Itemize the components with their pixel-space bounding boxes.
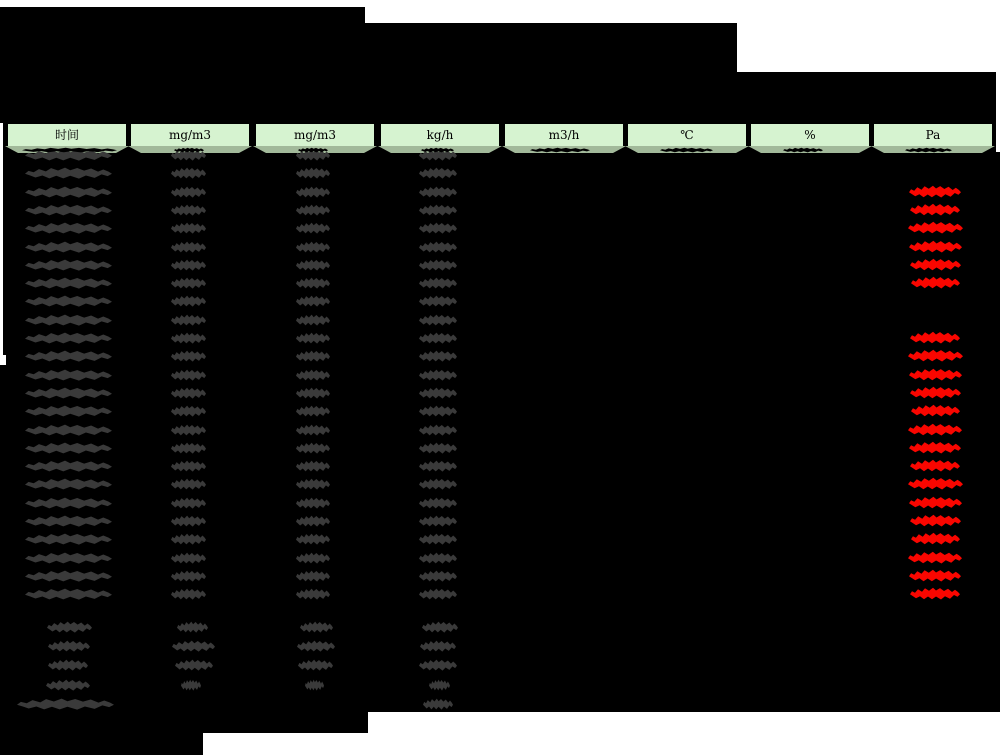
redacted-cell-value — [419, 514, 457, 528]
redacted-cell-value — [419, 569, 457, 583]
unit-header-cell[interactable] — [505, 124, 623, 146]
redacted-cell-value — [419, 404, 457, 418]
redacted-pa-value — [909, 495, 962, 510]
redacted-cell-value — [25, 349, 112, 363]
unit-header-cell[interactable] — [131, 124, 249, 146]
redacted-cell-value — [419, 258, 457, 272]
unredacted-white-area — [203, 733, 368, 755]
unredacted-white-area — [0, 123, 3, 365]
redacted-cell-value — [419, 203, 457, 217]
redacted-summary-value — [172, 639, 215, 653]
redacted-cell-value — [25, 404, 112, 418]
redacted-cell-value — [25, 276, 112, 290]
redacted-summary-value — [181, 678, 201, 692]
redacted-cell-value — [171, 569, 206, 583]
redacted-cell-value — [25, 221, 112, 235]
redacted-pa-value — [910, 586, 960, 601]
redacted-cell-value — [171, 423, 206, 437]
redacted-cell-value — [25, 185, 112, 199]
redacted-pa-value — [908, 476, 963, 491]
redacted-cell-value — [419, 240, 457, 254]
redacted-cell-value — [171, 166, 206, 180]
unit-header-cell[interactable] — [628, 124, 746, 146]
redacted-cell-value — [296, 551, 330, 565]
redacted-cell-value — [419, 349, 457, 363]
redacted-cell-value — [296, 185, 330, 199]
redacted-cell-value — [296, 569, 330, 583]
redacted-cell-value — [419, 477, 457, 491]
redacted-cell-value — [296, 587, 330, 601]
redacted-summary-value — [47, 620, 92, 634]
redacted-cell-value — [296, 386, 330, 400]
redacted-summary-value — [48, 658, 88, 672]
redacted-cell-value — [419, 532, 457, 546]
redacted-summary-value — [175, 658, 213, 672]
redacted-summary-value — [297, 639, 335, 653]
redacted-summary-value — [429, 678, 450, 692]
redacted-pa-value — [911, 275, 960, 290]
redacted-cell-value — [419, 313, 457, 327]
redacted-summary-value — [300, 620, 333, 634]
redacted-cell-value — [419, 331, 457, 345]
unit-label: mg/m3 — [293, 128, 337, 142]
unredacted-white-area — [0, 0, 1000, 7]
redacted-summary-value — [419, 658, 457, 672]
redacted-cell-value — [25, 459, 112, 473]
redacted-cell-value — [296, 514, 330, 528]
redacted-cell-value — [171, 477, 206, 491]
redacted-summary-value — [305, 678, 324, 692]
redacted-cell-value — [25, 514, 112, 528]
redacted-cell-value — [171, 441, 206, 455]
redacted-cell-value — [296, 441, 330, 455]
redacted-cell-value — [296, 294, 330, 308]
redacted-cell-value — [25, 532, 112, 546]
redacted-pa-value — [911, 531, 960, 546]
unit-label: % — [804, 128, 816, 142]
redacted-cell-value — [419, 441, 457, 455]
redacted-cell-value — [419, 386, 457, 400]
redacted-pa-value — [908, 550, 962, 565]
unit-label: mg/m3 — [168, 128, 212, 142]
redacted-cell-value — [25, 569, 112, 583]
redacted-cell-value — [171, 258, 206, 272]
redacted-pa-value — [908, 220, 963, 235]
redacted-cell-value — [296, 203, 330, 217]
redacted-pa-value — [910, 385, 961, 400]
redacted-cell-value — [419, 496, 457, 510]
redacted-cell-value — [171, 368, 206, 382]
redacted-cell-value — [171, 331, 206, 345]
redacted-cell-value — [25, 441, 112, 455]
redacted-summary-value — [46, 678, 90, 692]
unit-label: 时间 — [54, 128, 79, 142]
unit-label: m3/h — [548, 128, 580, 142]
redacted-cell-value — [296, 404, 330, 418]
redacted-cell-value — [419, 587, 457, 601]
redacted-cell-value — [25, 496, 112, 510]
redacted-pa-value — [909, 440, 961, 455]
redacted-cell-value — [25, 477, 112, 491]
redacted-pa-value — [910, 458, 960, 473]
redacted-cell-value — [171, 404, 206, 418]
redacted-cell-value — [419, 276, 457, 290]
redacted-cell-value — [171, 496, 206, 510]
redacted-cell-value — [171, 203, 206, 217]
redacted-pa-value — [909, 568, 961, 583]
redacted-cell-value — [25, 368, 112, 382]
redacted-pa-value — [911, 403, 960, 418]
redacted-summary-value — [422, 620, 458, 634]
redacted-cell-value — [296, 532, 330, 546]
redacted-cell-value — [296, 331, 330, 345]
redacted-cell-value — [171, 185, 206, 199]
redacted-cell-value — [171, 240, 206, 254]
redacted-pa-value — [908, 348, 963, 363]
redacted-cell-value — [296, 166, 330, 180]
redacted-cell-value — [25, 294, 112, 308]
redacted-cell-value — [296, 477, 330, 491]
redacted-cell-value — [296, 423, 330, 437]
redacted-cell-value — [296, 496, 330, 510]
unredacted-white-area — [0, 355, 6, 365]
redacted-cell-value — [171, 587, 206, 601]
unit-header-cell[interactable] — [874, 124, 992, 146]
redacted-cell-value — [171, 313, 206, 327]
unit-header-cell[interactable] — [381, 124, 499, 146]
redacted-cell-value — [171, 221, 206, 235]
redacted-cell-value — [25, 423, 112, 437]
redacted-summary-value — [177, 620, 208, 634]
redacted-cell-value — [296, 276, 330, 290]
unit-header-cell[interactable] — [256, 124, 374, 146]
redacted-cell-value — [171, 386, 206, 400]
redacted-cell-value — [25, 551, 112, 565]
redacted-pa-value — [908, 422, 962, 437]
redacted-cell-value — [25, 240, 112, 254]
unredacted-white-area — [996, 0, 1000, 152]
redacted-cell-value — [25, 386, 112, 400]
redacted-cell-value — [419, 459, 457, 473]
redacted-cell-value — [419, 185, 457, 199]
redacted-cell-value — [419, 368, 457, 382]
unredacted-white-area — [737, 23, 996, 72]
redacted-cell-value — [296, 349, 330, 363]
unredacted-white-area — [368, 712, 1000, 755]
redacted-cell-value — [419, 551, 457, 565]
redacted-pa-value — [909, 184, 961, 199]
redacted-cell-value — [296, 240, 330, 254]
redacted-cell-value — [25, 331, 112, 345]
redacted-cell-value — [419, 423, 457, 437]
redacted-cell-value — [419, 294, 457, 308]
unit-label: kg/h — [426, 128, 454, 142]
redacted-cell-value — [25, 203, 112, 217]
redacted-pa-value — [910, 257, 961, 272]
redacted-cell-value — [25, 166, 112, 180]
redacted-cell-value — [171, 532, 206, 546]
redacted-cell-value — [171, 294, 206, 308]
redacted-cell-value — [171, 349, 206, 363]
unredacted-white-area — [365, 7, 1000, 23]
redacted-cell-value — [296, 368, 330, 382]
redacted-pa-value — [910, 330, 960, 345]
unit-label: ℃ — [680, 128, 694, 142]
redacted-cell-value — [296, 221, 330, 235]
redacted-cell-value — [296, 258, 330, 272]
redacted-cell-value — [25, 313, 112, 327]
redacted-cell-value — [171, 551, 206, 565]
redacted-cell-value — [171, 276, 206, 290]
redacted-cell-value — [171, 459, 206, 473]
redacted-cell-value — [296, 459, 330, 473]
unit-label: Pa — [925, 128, 941, 142]
redacted-summary-value — [420, 639, 456, 653]
redacted-pa-value — [909, 367, 962, 382]
redacted-pa-value — [910, 513, 961, 528]
redacted-cell-value — [419, 221, 457, 235]
redacted-cell-value — [25, 258, 112, 272]
redacted-cell-value — [296, 313, 330, 327]
redacted-summary-value — [48, 639, 90, 653]
redacted-cell-value — [25, 587, 112, 601]
redacted-cell-value — [171, 514, 206, 528]
unit-header-cell[interactable] — [751, 124, 869, 146]
redacted-cell-value — [419, 166, 457, 180]
redacted-pa-value — [910, 202, 960, 217]
unit-header-cell[interactable] — [8, 124, 126, 146]
redacted-pa-value — [909, 239, 962, 254]
redacted-summary-value — [423, 697, 453, 711]
redacted-summary-value — [298, 658, 333, 672]
redacted-summary-label — [17, 697, 114, 711]
